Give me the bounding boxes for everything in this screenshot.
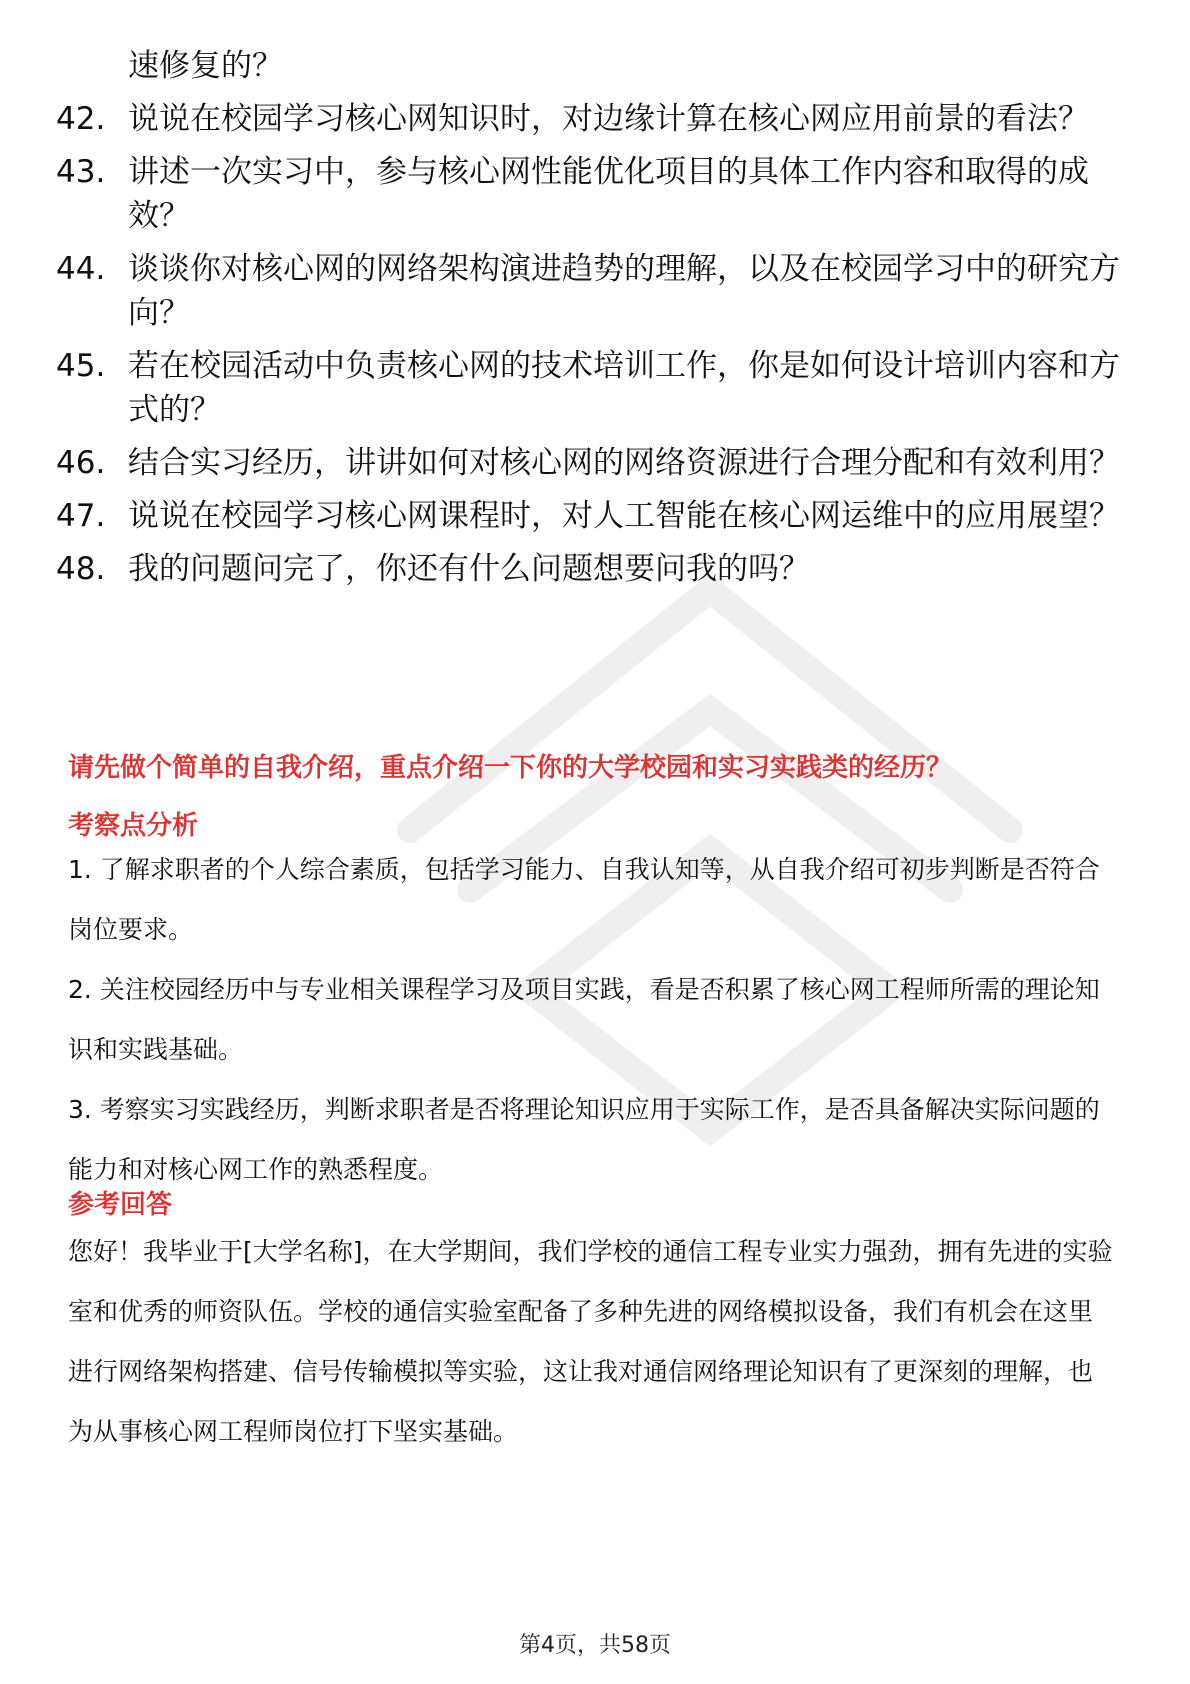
reference-answer <box>68 1222 1116 1462</box>
question-text: 结合实习经历，讲讲如何对核心网的网络资源进行合理分配和有效利用？ <box>128 445 1120 481</box>
question-item <box>56 494 1136 538</box>
question-text: 谈谈你对核心网的网络架构演进趋势的理解，以及在校园学习中的研究方向？ <box>128 251 1120 331</box>
question-text: 我的问题问完了，你还有什么问题想要问我的吗？ <box>128 551 810 587</box>
question-number: 45. <box>56 348 106 384</box>
question-text: 说说在校园学习核心网知识时，对边缘计算在核心网应用前景的看法？ <box>128 101 1089 137</box>
question-number: 43. <box>56 154 106 190</box>
reference-heading: 参考回答 <box>68 1190 173 1220</box>
question-list <box>56 44 1136 600</box>
question-item <box>56 247 1136 335</box>
question-text: 说说在校园学习核心网课程时，对人工智能在核心网运维中的应用展望？ <box>128 498 1120 534</box>
question-item <box>56 441 1136 485</box>
question-item <box>56 547 1136 591</box>
question-item <box>56 150 1136 238</box>
question-number: 47. <box>56 498 106 534</box>
question-number <box>56 44 128 88</box>
question-text: 速修复的？ <box>128 48 283 84</box>
question-text: 若在校园活动中负责核心网的技术培训工作，你是如何设计培训内容和方式的？ <box>128 348 1120 428</box>
page-footer: 第4页，共58页 <box>519 1633 671 1658</box>
question-item <box>56 44 1136 88</box>
reference-text: 您好！我毕业于[大学名称]，在大学期间，我们学校的通信工程专业实力强劲，拥有先进的实验室和优秀的师资队伍。学校的通信实验室配备了多种先进的网络模拟设备，我们有机会在这里进行网络架构搭建、信号传输模拟等实验，这让我对通信网络理论知识有了更深刻的理解，也为从事核心网工程师岗位打下坚实基础。 <box>68 1237 1113 1446</box>
question-item <box>56 97 1136 141</box>
question-text: 讲述一次实习中，参与核心网性能优化项目的具体工作内容和取得的成效？ <box>128 154 1089 234</box>
question-number: 44. <box>56 251 106 287</box>
question-item <box>56 344 1136 432</box>
question-number: 46. <box>56 445 106 481</box>
analysis-points <box>68 840 1116 1200</box>
question-number: 48. <box>56 551 106 587</box>
analysis-point: 2. 关注校园经历中与专业相关课程学习及项目实践，看是否积累了核心网工程师所需的理论知识和实践基础。 <box>68 975 1100 1064</box>
analysis-point: 1. 了解求职者的个人综合素质，包括学习能力、自我认知等，从自我介绍可初步判断是否符合岗位要求。 <box>68 855 1100 944</box>
main-question-heading: 请先做个简单的自我介绍，重点介绍一下你的大学校园和实习实践类的经历？ <box>68 753 953 783</box>
question-number: 42. <box>56 101 106 137</box>
analysis-point: 3. 考察实习实践经历，判断求职者是否将理论知识应用于实际工作，是否具备解决实际问题的能力和对核心网工作的熟悉程度。 <box>68 1095 1100 1184</box>
analysis-heading: 考察点分析 <box>68 811 199 841</box>
